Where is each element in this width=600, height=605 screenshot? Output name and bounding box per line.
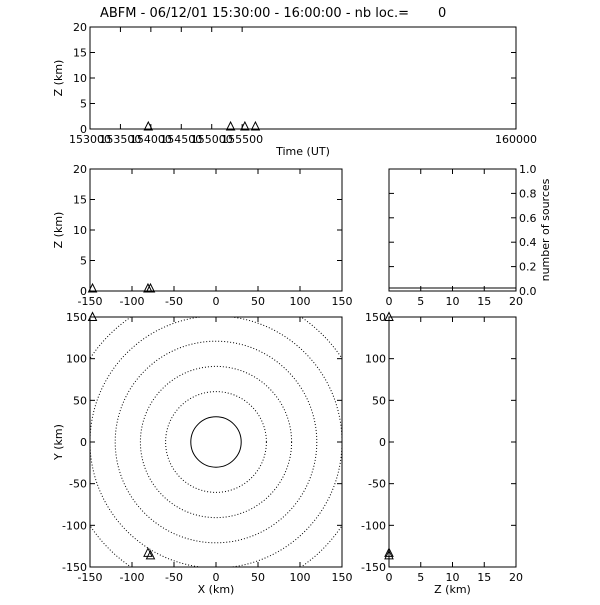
y-tick-label: 10 — [73, 224, 87, 237]
x-axis-label: Time (UT) — [276, 145, 330, 158]
x-tick-label: 5 — [417, 571, 425, 584]
y-tick-label: 20 — [73, 21, 87, 34]
plot-frame — [90, 317, 342, 567]
y-tick-label: 1.0 — [519, 163, 537, 176]
station-marker — [146, 551, 154, 559]
y-tick-label: 150 — [66, 311, 87, 324]
x-tick-label: 153000 — [69, 133, 111, 146]
plot-frame — [389, 317, 516, 567]
y-tick-label: -150 — [62, 561, 87, 574]
x-tick-label: 155500 — [221, 133, 264, 146]
x-tick-label: 5 — [417, 295, 425, 308]
y-tick-label: 15 — [73, 46, 87, 60]
x-tick-label: 10 — [445, 571, 460, 584]
x-tick-label: 153500 — [99, 133, 142, 146]
x-tick-label: 160000 — [495, 133, 537, 146]
y-tick-label: 15 — [73, 193, 87, 207]
x-tick-label: 0 — [385, 295, 393, 308]
y-tick-label: -50 — [368, 477, 386, 491]
range-ring — [166, 392, 267, 493]
y-tick-label: 0 — [80, 285, 87, 298]
x-tick-label: -50 — [165, 295, 183, 308]
y-tick-label: 0.8 — [519, 187, 537, 201]
time_height-panel — [52, 21, 537, 158]
y-tick-label: 0.2 — [519, 260, 537, 274]
range-ring — [115, 341, 317, 543]
y-tick-label: 0 — [379, 436, 386, 449]
y-tick-label: 100 — [365, 352, 386, 366]
y-axis-label: Z (km) — [52, 211, 65, 249]
y-tick-label: 0 — [80, 436, 87, 449]
y-tick-label: 50 — [73, 394, 87, 408]
plan_view-panel — [52, 291, 367, 596]
y-tick-label: -100 — [361, 519, 386, 533]
x-tick-label: 15 — [477, 571, 492, 584]
y-tick-label: 0.0 — [519, 285, 537, 298]
y-tick-label: 5 — [80, 254, 87, 268]
x-tick-label: -100 — [119, 571, 145, 584]
x-tick-label: 20 — [509, 295, 523, 308]
x-tick-label: 20 — [509, 571, 523, 584]
figure-title: ABFM - 06/12/01 15:30:00 - 16:00:00 - nb loc.= 0 — [100, 6, 447, 21]
x-tick-label: 50 — [251, 571, 265, 584]
x-tick-label: -150 — [77, 571, 103, 584]
x-tick-label: -50 — [165, 571, 183, 584]
x-tick-label: 150 — [331, 295, 353, 308]
x-tick-label: -150 — [77, 295, 103, 308]
y-tick-label: 100 — [66, 352, 87, 366]
x-tick-label: 0 — [212, 571, 220, 584]
range-ring — [65, 291, 367, 593]
y-axis-label: Y (km) — [52, 424, 65, 460]
range-ring — [191, 417, 241, 467]
y-tick-label: 5 — [80, 97, 87, 111]
range-rings — [65, 291, 367, 593]
y-tick-label: -150 — [361, 561, 386, 574]
plot-frame — [90, 169, 342, 291]
x-axis-label: X (km) — [197, 583, 235, 596]
y-tick-label: 0.4 — [519, 236, 537, 250]
plot-frame — [90, 27, 516, 129]
x-tick-label: 154500 — [160, 133, 203, 146]
y-tick-label: 20 — [73, 163, 87, 176]
height_histogram-panel — [386, 163, 553, 308]
y-axis-label: number of sources — [539, 178, 552, 282]
y-tick-label: 0 — [80, 123, 87, 136]
x-tick-label: 50 — [251, 295, 265, 308]
y-tick-label: 10 — [73, 72, 87, 85]
y-tick-label: -50 — [69, 477, 87, 491]
x-tick-label: 155000 — [190, 133, 233, 146]
x-axis-label: Z (km) — [434, 583, 471, 596]
x-tick-label: 0 — [385, 571, 393, 584]
range-ring — [90, 316, 342, 568]
z_y-panel — [361, 311, 523, 596]
plot-frame — [389, 169, 516, 291]
x-tick-label: 154000 — [129, 133, 172, 146]
x-tick-label: 0 — [212, 295, 220, 308]
y-tick-label: 50 — [372, 394, 386, 408]
x-tick-label: 100 — [289, 295, 311, 308]
y-axis-label: Z (km) — [52, 59, 65, 97]
x_height-panel — [52, 163, 353, 308]
y-tick-label: 150 — [365, 311, 386, 324]
x-tick-label: 150 — [331, 571, 353, 584]
x-tick-label: -100 — [119, 295, 145, 308]
y-tick-label: 0.6 — [519, 211, 537, 225]
y-tick-label: -100 — [62, 519, 87, 533]
x-tick-label: 100 — [289, 571, 311, 584]
x-tick-label: 10 — [445, 295, 460, 308]
x-tick-label: 15 — [477, 295, 492, 308]
range-ring — [140, 366, 291, 517]
